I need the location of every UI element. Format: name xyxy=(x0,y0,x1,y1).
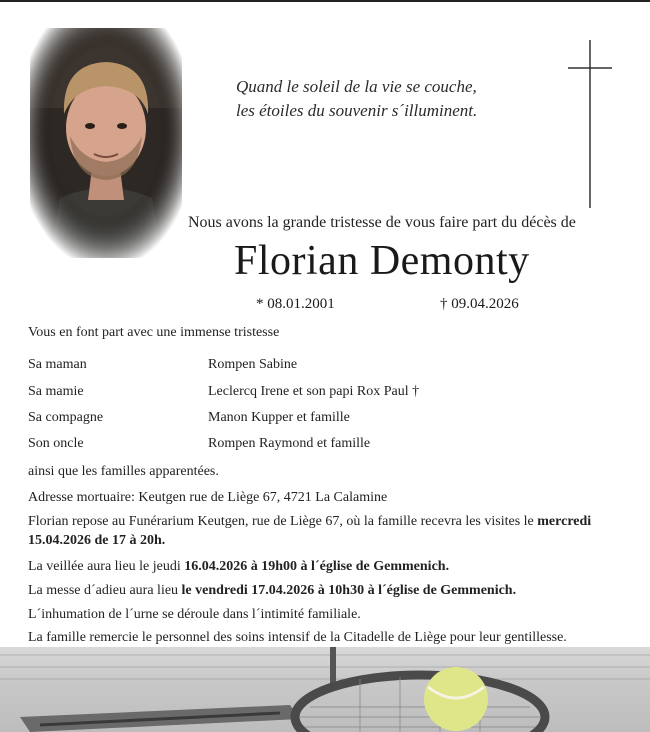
inhumation-text: L´inhumation de l´urne se déroule dans l´intimité familiale. xyxy=(28,607,361,622)
veillee-main: La veillée aura lieu le jeudi xyxy=(28,559,185,574)
portrait-photo xyxy=(30,28,182,258)
veillee-date: 16.04.2026 à 19h00 à l´église de Gemmenich. xyxy=(184,559,450,574)
tennis-image xyxy=(0,647,650,732)
funerarium-text xyxy=(28,512,628,550)
relative-name: Leclercq Irene et son papi Rox Paul † xyxy=(208,384,420,399)
funerarium-date: 15.04.2026 de 17 à 20h xyxy=(28,533,162,548)
relative-relation: Sa compagne xyxy=(28,410,104,425)
messe-main: La messe d´adieu aura lieu xyxy=(28,583,182,598)
quote-line-2: les étoiles du souvenir s´illuminent. xyxy=(236,101,478,120)
funerarium-end: . xyxy=(161,533,166,548)
relative-name: Manon Kupper et famille xyxy=(208,410,350,425)
messe-date: le vendredi 17.04.2026 à 10h30 à l´église de Gemmenich. xyxy=(181,583,517,598)
birth-date: * 08.01.2001 xyxy=(256,296,335,312)
cross-icon xyxy=(560,40,620,208)
veillee-text xyxy=(28,557,449,576)
intro-text: Nous avons la grande tristesse de vous faire part du décès de xyxy=(188,214,576,231)
announce-text: Vous en font part avec une immense tristesse xyxy=(28,325,280,340)
messe-text xyxy=(28,581,516,600)
mortuary-address: Adresse mortuaire: Keutgen rue de Liège 67, 4721 La Calamine xyxy=(28,490,388,505)
relative-relation: Son oncle xyxy=(28,436,84,451)
relative-name: Rompen Raymond et famille xyxy=(208,436,371,451)
funerarium-day: mercredi xyxy=(537,514,592,529)
relative-relation: Sa mamie xyxy=(28,384,84,399)
funerarium-main: Florian repose au Funérarium Keutgen, rue de Liège 67, où la famille recevra les visites le xyxy=(28,514,538,529)
families-text: ainsi que les familles apparentées. xyxy=(28,464,219,479)
memorial-quote xyxy=(236,75,556,123)
top-border xyxy=(0,0,650,2)
relative-relation: Sa maman xyxy=(28,357,87,372)
thanks-text: La famille remercie le personnel des soins intensif de la Citadelle de Liège pour leur gentillesse. xyxy=(28,630,567,645)
death-date: † 09.04.2026 xyxy=(440,296,519,312)
deceased-name: Florian Demonty xyxy=(234,238,530,284)
relative-name: Rompen Sabine xyxy=(208,357,298,372)
quote-line-1: Quand le soleil de la vie se couche, xyxy=(236,77,477,96)
